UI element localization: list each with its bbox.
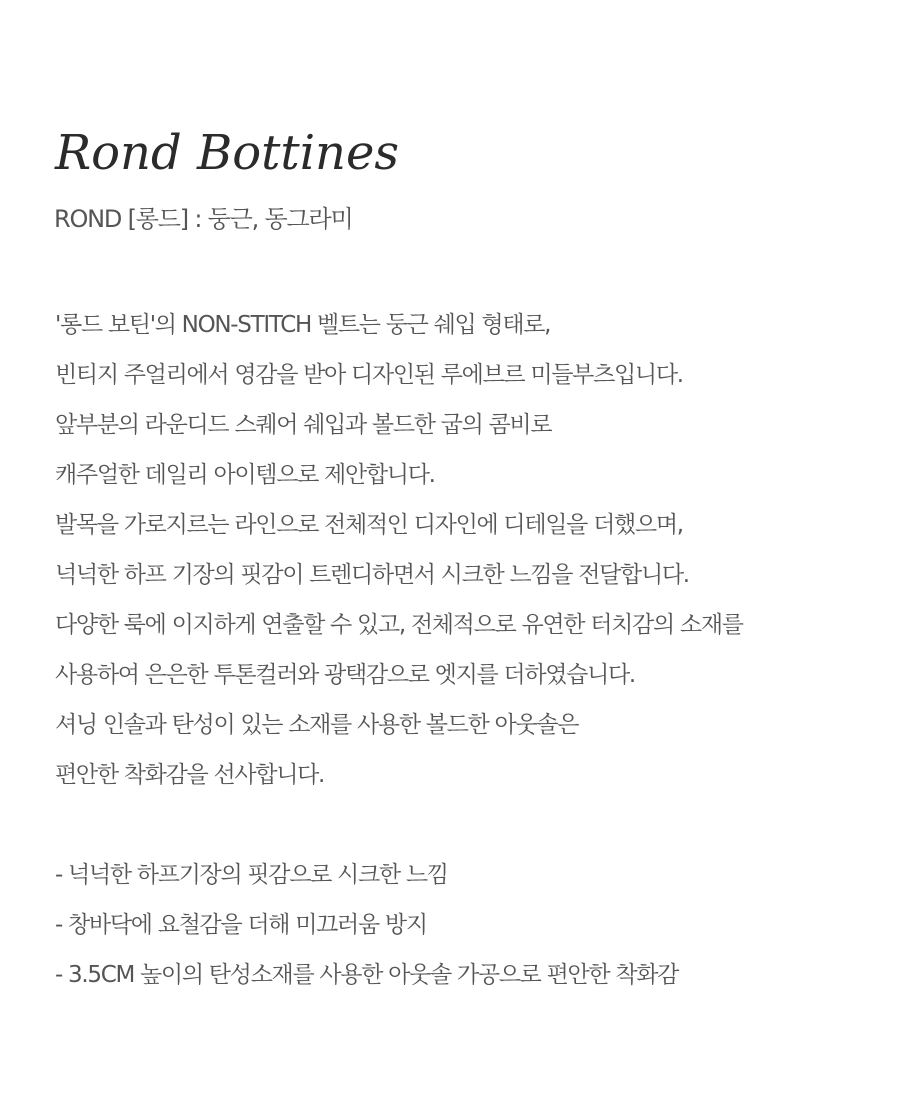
description-line: 다양한 룩에 이지하게 연출할 수 있고, 전체적으로 유연한 터치감의 소재를 xyxy=(55,612,743,638)
description-line: 넉넉한 하프 기장의 핏감이 트렌디하면서 시크한 느낌을 전달합니다. xyxy=(55,562,689,588)
description-line: 편안한 착화감을 선사합니다. xyxy=(55,762,325,788)
description-line: 발목을 가로지르는 라인으로 전체적인 디자인에 디테일을 더했으며, xyxy=(55,512,683,538)
description-line: 앞부분의 라운디드 스퀘어 쉐입과 볼드한 굽의 콤비로 xyxy=(55,412,552,438)
description-line: '롱드 보틴'의 NON-STITCH 벨트는 둥근 쉐입 형태로, xyxy=(55,312,551,338)
description-line: 셔닝 인솔과 탄성이 있는 소재를 사용한 볼드한 아웃솔은 xyxy=(55,712,579,738)
description-line: 사용하여 은은한 투톤컬러와 광택감으로 엣지를 더하였습니다. xyxy=(55,662,635,688)
feature-item: - 3.5CM 높이의 탄성소재를 사용한 아웃솔 가공으로 편안한 착화감 xyxy=(55,962,679,988)
product-description xyxy=(55,300,855,1000)
description-line: 캐주얼한 데일리 아이템으로 제안합니다. xyxy=(55,462,435,488)
feature-item: - 넉넉한 하프기장의 핏감으로 시크한 느낌 xyxy=(55,862,448,888)
paragraph-spacer xyxy=(55,800,855,850)
feature-item: - 창바닥에 요철감을 더해 미끄러움 방지 xyxy=(55,912,427,938)
product-title: Rond Bottines xyxy=(55,125,399,181)
description-line: 빈티지 주얼리에서 영감을 받아 디자인된 루에브르 미들부츠입니다. xyxy=(55,362,683,388)
product-subtitle: ROND [롱드] : 둥근, 동그라미 xyxy=(54,205,353,233)
